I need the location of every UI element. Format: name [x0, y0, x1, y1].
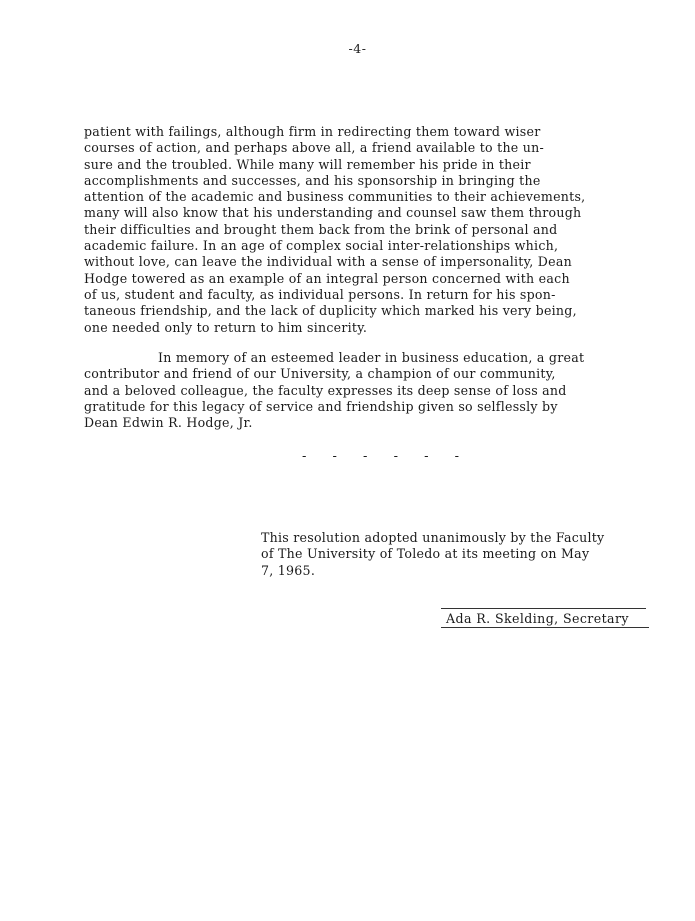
- text-line: Hodge towered as an example of an integral person concerned with each: [84, 270, 570, 286]
- signature-rule: [441, 608, 646, 609]
- text-line: many will also know that his understanding and counsel saw them through: [84, 205, 582, 221]
- text-line: one needed only to return to him sincerity.: [84, 319, 368, 335]
- text-line: without love, can leave the individual with a sense of impersonality, Dean: [84, 254, 572, 270]
- resolution-note: [261, 530, 651, 579]
- text-line: This resolution adopted unanimously by the Faculty: [261, 530, 605, 545]
- text-line: Dean Edwin R. Hodge, Jr.: [84, 415, 253, 431]
- text-line: of us, student and faculty, as individual persons. In return for his spon-: [84, 286, 556, 302]
- text-line: contributor and friend of our University, a champion of our community,: [84, 366, 556, 382]
- text-line: patient with failings, although firm in redirecting them toward wiser: [84, 124, 541, 139]
- memorial-paragraph-2: [84, 350, 624, 431]
- text-line: attention of the academic and business communities to their achievements,: [84, 189, 586, 205]
- text-line: courses of action, and perhaps above all, a friend available to the un-: [84, 140, 544, 156]
- text-line: academic failure. In an age of complex social inter-relationships which,: [84, 238, 559, 254]
- text-line: 7, 1965.: [261, 562, 316, 578]
- page-number: -4-: [348, 41, 367, 56]
- text-line: their difficulties and brought them back from the brink of personal and: [84, 221, 558, 237]
- secretary-signature: Ada R. Skelding, Secretary: [441, 612, 649, 628]
- section-separator: - - - - - -: [302, 449, 471, 464]
- text-line: accomplishments and successes, and his sponsorship in bringing the: [84, 172, 541, 188]
- text-line: gratitude for this legacy of service and friendship given so selflessly by: [84, 398, 558, 414]
- text-line: sure and the troubled. While many will remember his pride in their: [84, 156, 531, 172]
- text-line: taneous friendship, and the lack of duplicity which marked his very being,: [84, 303, 577, 319]
- text-line: and a beloved colleague, the faculty expresses its deep sense of loss and: [84, 382, 567, 398]
- text-line: of The University of Toledo at its meeting on May: [261, 546, 590, 562]
- text-line: In memory of an esteemed leader in business education, a great: [158, 350, 585, 365]
- memorial-paragraph-1: [84, 124, 624, 336]
